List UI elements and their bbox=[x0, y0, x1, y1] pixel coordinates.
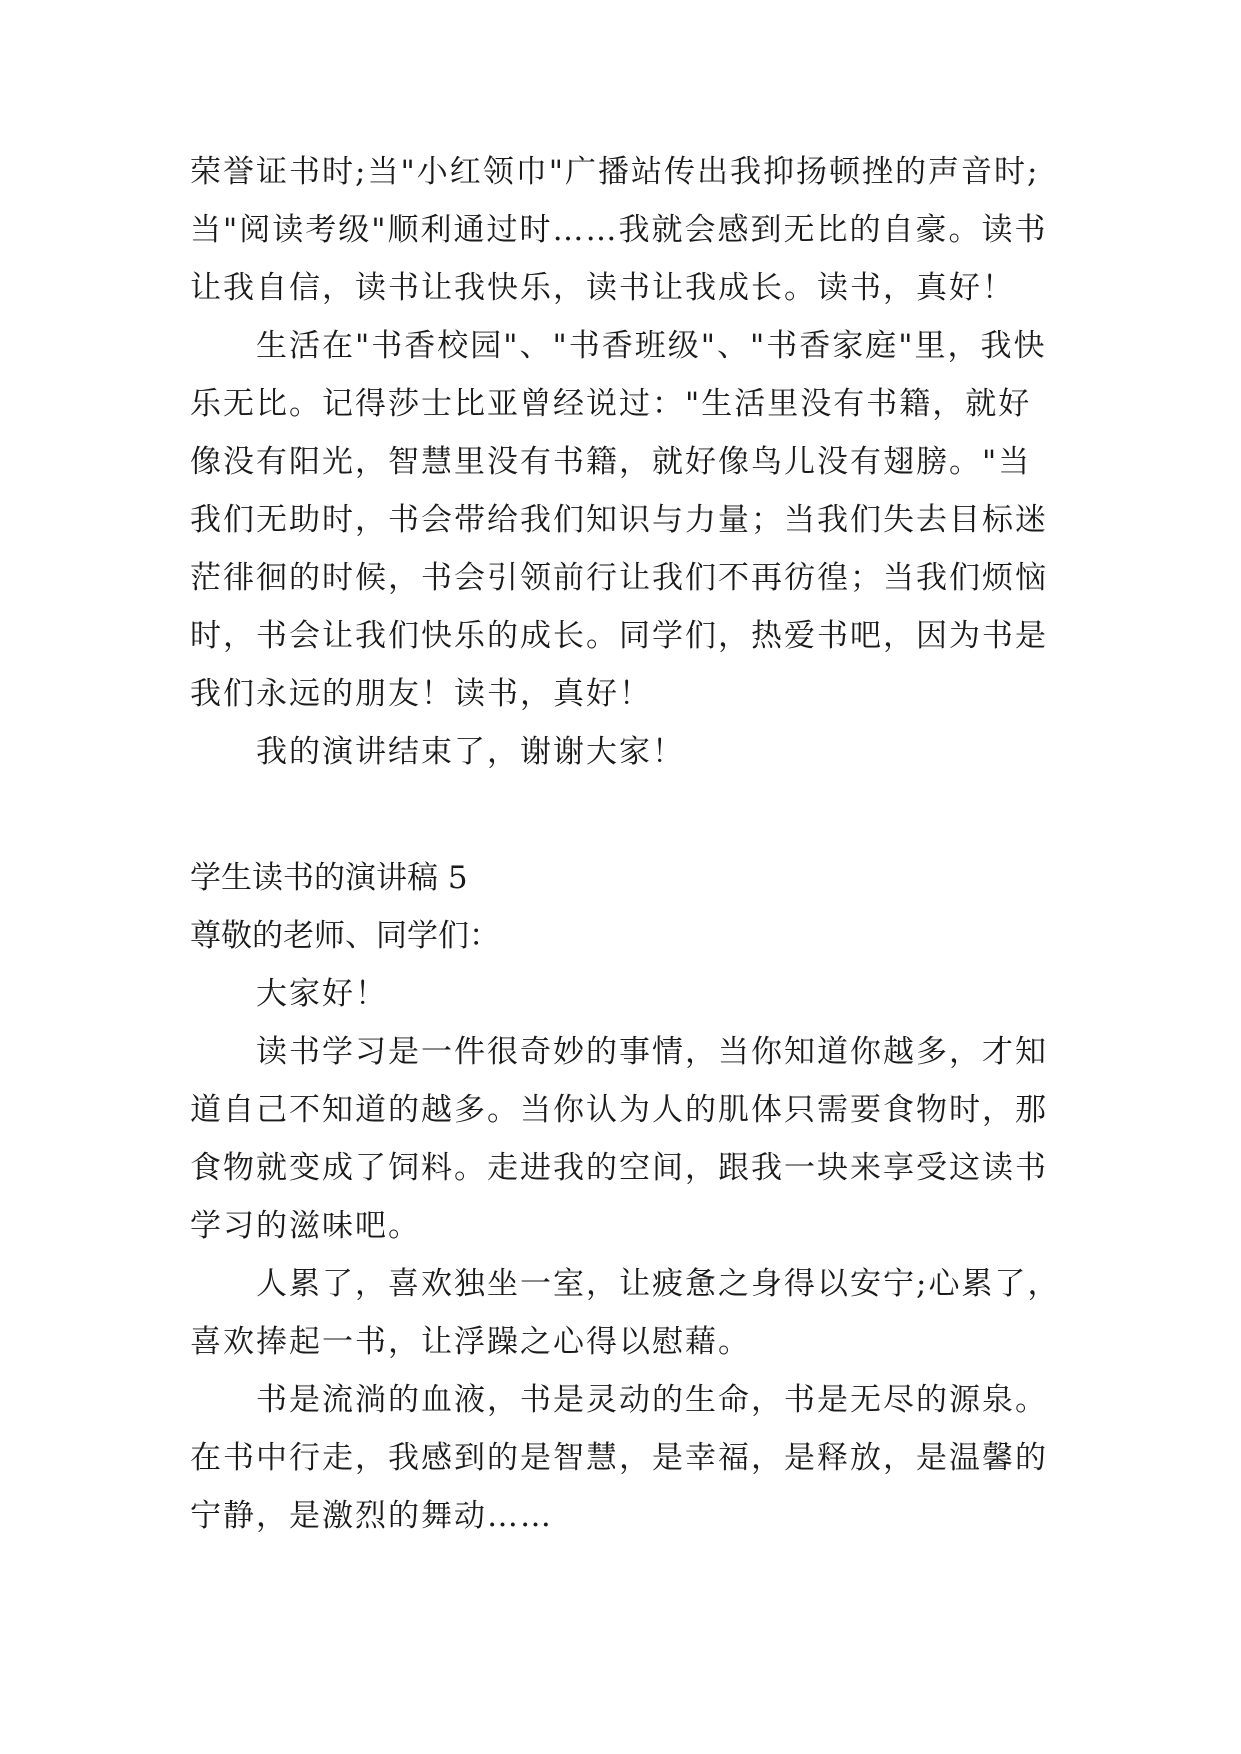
paragraph-line: 我的演讲结束了，谢谢大家！ bbox=[256, 734, 685, 770]
paragraph-line: 像没有阳光，智慧里没有书籍，就好像鸟儿没有翅膀。"当 bbox=[190, 444, 1032, 480]
paragraph-line: 生活在"书香校园"、"书香班级"、"书香家庭"里，我快 bbox=[256, 328, 1047, 364]
paragraph-line: 时，书会让我们快乐的成长。同学们，热爱书吧，因为书是 bbox=[190, 618, 1048, 654]
paragraph-line: 乐无比。记得莎士比亚曾经说过："生活里没有书籍，就好 bbox=[190, 386, 1032, 422]
paragraph-line: 大家好！ bbox=[256, 976, 388, 1012]
greeting-line: 尊敬的老师、同学们： bbox=[190, 918, 500, 954]
paragraph-line: 宁静，是激烈的舞动…… bbox=[190, 1498, 553, 1534]
section-title: 学生读书的演讲稿 5 bbox=[190, 860, 468, 896]
paragraph-line: 书是流淌的血液，书是灵动的生命，书是无尽的源泉。 bbox=[256, 1382, 1048, 1418]
paragraph-line: 食物就变成了饲料。走进我的空间，跟我一块来享受这读书 bbox=[190, 1150, 1048, 1186]
paragraph-line: 我们永远的朋友！读书，真好！ bbox=[190, 676, 652, 712]
paragraph-line: 让我自信，读书让我快乐，读书让我成长。读书，真好！ bbox=[190, 270, 1015, 306]
paragraph-line: 当"阅读考级"顺利通过时……我就会感到无比的自豪。读书 bbox=[190, 212, 1048, 248]
paragraph-line: 茫徘徊的时候，书会引领前行让我们不再彷徨；当我们烦恼 bbox=[190, 560, 1048, 596]
paragraph-line: 读书学习是一件很奇妙的事情，当你知道你越多，才知 bbox=[256, 1034, 1048, 1070]
paragraph-line: 道自己不知道的越多。当你认为人的肌体只需要食物时，那 bbox=[190, 1092, 1048, 1128]
paragraph-line: 在书中行走，我感到的是智慧，是幸福，是释放，是温馨的 bbox=[190, 1440, 1048, 1476]
paragraph-line: 我们无助时，书会带给我们知识与力量；当我们失去目标迷 bbox=[190, 502, 1048, 538]
paragraph-line: 人累了，喜欢独坐一室，让疲惫之身得以安宁;心累了， bbox=[256, 1266, 1061, 1302]
paragraph-line: 学习的滋味吧。 bbox=[190, 1208, 421, 1244]
paragraph-line: 喜欢捧起一书，让浮躁之心得以慰藉。 bbox=[190, 1324, 751, 1360]
paragraph-line: 荣誉证书时;当"小红领巾"广播站传出我抑扬顿挫的声音时; bbox=[190, 154, 1040, 190]
